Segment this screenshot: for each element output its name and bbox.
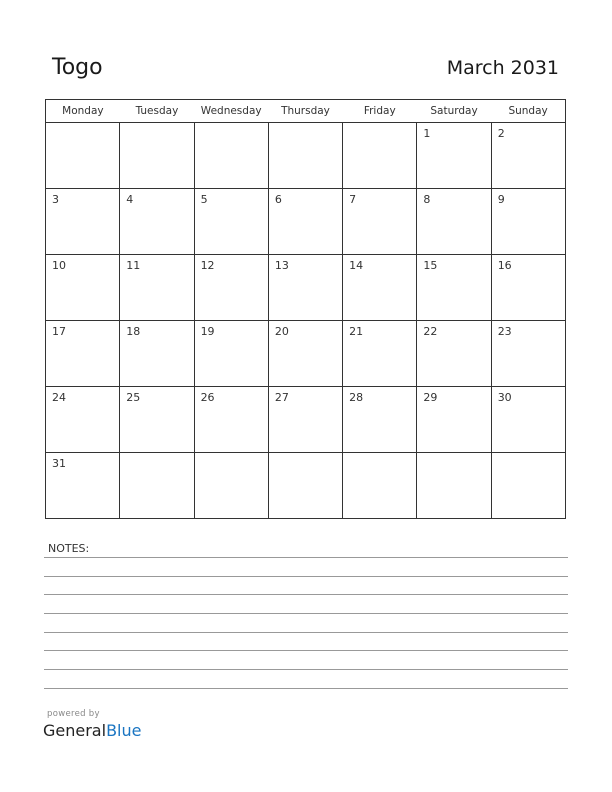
day-cell[interactable] — [46, 189, 120, 255]
day-cell[interactable] — [194, 123, 268, 189]
day-cell[interactable] — [46, 387, 120, 453]
weekday-wednesday: Wednesday — [194, 100, 268, 123]
day-number: 16 — [497, 259, 512, 272]
day-number: 4 — [126, 193, 134, 206]
day-cell[interactable] — [46, 321, 120, 387]
day-number: 29 — [423, 391, 438, 404]
powered-by-text: powered by — [47, 709, 100, 719]
day-number: 25 — [126, 391, 141, 404]
week-row — [46, 387, 566, 453]
day-number — [269, 123, 342, 127]
day-cell[interactable] — [417, 321, 491, 387]
day-number: 11 — [126, 259, 141, 272]
weekday-sunday: Sunday — [491, 100, 565, 123]
note-line — [44, 669, 568, 670]
weekday-thursday: Thursday — [268, 100, 342, 123]
day-number: 23 — [497, 325, 512, 338]
day-cell[interactable] — [417, 189, 491, 255]
day-number: 19 — [200, 325, 215, 338]
brand-blue-text: Blue — [106, 721, 142, 740]
day-cell[interactable] — [343, 123, 417, 189]
note-line — [44, 650, 568, 651]
day-number — [195, 453, 268, 457]
weekday-friday: Friday — [343, 100, 417, 123]
day-cell[interactable] — [194, 453, 268, 519]
day-cell[interactable] — [268, 123, 342, 189]
day-number — [492, 453, 565, 457]
day-cell[interactable] — [268, 255, 342, 321]
weekday-monday: Monday — [46, 100, 120, 123]
day-number: 7 — [349, 193, 357, 206]
day-cell[interactable] — [194, 321, 268, 387]
day-cell[interactable] — [120, 255, 194, 321]
day-number — [269, 453, 342, 457]
day-cell[interactable] — [120, 387, 194, 453]
month-year-title: March 2031 — [446, 57, 559, 79]
week-row — [46, 255, 566, 321]
day-number: 28 — [349, 391, 364, 404]
day-number: 6 — [274, 193, 282, 206]
day-cell[interactable] — [417, 387, 491, 453]
day-number — [343, 453, 416, 457]
week-row — [46, 321, 566, 387]
note-line — [44, 688, 568, 689]
day-number — [46, 123, 119, 127]
day-cell[interactable] — [491, 189, 565, 255]
day-cell[interactable] — [343, 453, 417, 519]
day-number: 18 — [126, 325, 141, 338]
day-number: 22 — [423, 325, 438, 338]
day-cell[interactable] — [343, 321, 417, 387]
day-number: 17 — [52, 325, 66, 338]
brand-general-text: General — [43, 721, 107, 740]
day-number: 20 — [274, 325, 289, 338]
day-cell[interactable] — [343, 189, 417, 255]
day-number — [120, 123, 193, 127]
day-number: 1 — [423, 127, 431, 140]
day-cell[interactable] — [268, 321, 342, 387]
notes-label: NOTES: — [48, 542, 90, 555]
day-number: 12 — [200, 259, 215, 272]
day-number: 9 — [497, 193, 505, 206]
note-line — [44, 613, 568, 614]
weekday-header-row — [46, 100, 566, 123]
day-cell[interactable] — [491, 453, 565, 519]
day-number — [195, 123, 268, 127]
day-cell[interactable] — [343, 255, 417, 321]
day-cell[interactable] — [120, 123, 194, 189]
day-cell[interactable] — [46, 123, 120, 189]
day-cell[interactable] — [491, 255, 565, 321]
day-number: 10 — [52, 259, 66, 272]
day-number: 13 — [274, 259, 289, 272]
day-number — [417, 453, 490, 457]
day-number: 2 — [497, 127, 505, 140]
day-cell[interactable] — [417, 123, 491, 189]
day-number: 5 — [200, 193, 208, 206]
day-cell[interactable] — [120, 189, 194, 255]
day-number: 26 — [200, 391, 215, 404]
day-cell[interactable] — [46, 453, 120, 519]
country-title: Togo — [52, 55, 103, 80]
day-number: 21 — [349, 325, 364, 338]
day-cell[interactable] — [343, 387, 417, 453]
day-cell[interactable] — [268, 387, 342, 453]
day-number: 24 — [52, 391, 66, 404]
day-cell[interactable] — [268, 453, 342, 519]
day-cell[interactable] — [491, 387, 565, 453]
day-cell[interactable] — [120, 321, 194, 387]
day-cell[interactable] — [491, 123, 565, 189]
day-cell[interactable] — [417, 453, 491, 519]
day-number: 27 — [274, 391, 289, 404]
day-cell[interactable] — [46, 255, 120, 321]
note-line — [44, 557, 568, 558]
day-number — [343, 123, 416, 127]
day-number — [120, 453, 193, 457]
day-number: 15 — [423, 259, 438, 272]
note-line — [44, 632, 568, 633]
day-cell[interactable] — [194, 255, 268, 321]
calendar-grid — [45, 99, 566, 519]
day-cell[interactable] — [194, 387, 268, 453]
day-number: 3 — [52, 193, 59, 206]
day-number: 31 — [52, 457, 66, 470]
day-cell[interactable] — [268, 189, 342, 255]
day-cell[interactable] — [491, 321, 565, 387]
brand-logo[interactable] — [43, 721, 141, 740]
day-number: 14 — [349, 259, 364, 272]
weekday-saturday: Saturday — [417, 100, 491, 123]
day-number: 30 — [497, 391, 512, 404]
week-row — [46, 123, 566, 189]
day-number: 8 — [423, 193, 431, 206]
day-cell[interactable] — [194, 189, 268, 255]
week-row — [46, 189, 566, 255]
note-line — [44, 594, 568, 595]
note-line — [44, 576, 568, 577]
day-cell[interactable] — [417, 255, 491, 321]
week-row — [46, 453, 566, 519]
weekday-tuesday: Tuesday — [120, 100, 194, 123]
day-cell[interactable] — [120, 453, 194, 519]
